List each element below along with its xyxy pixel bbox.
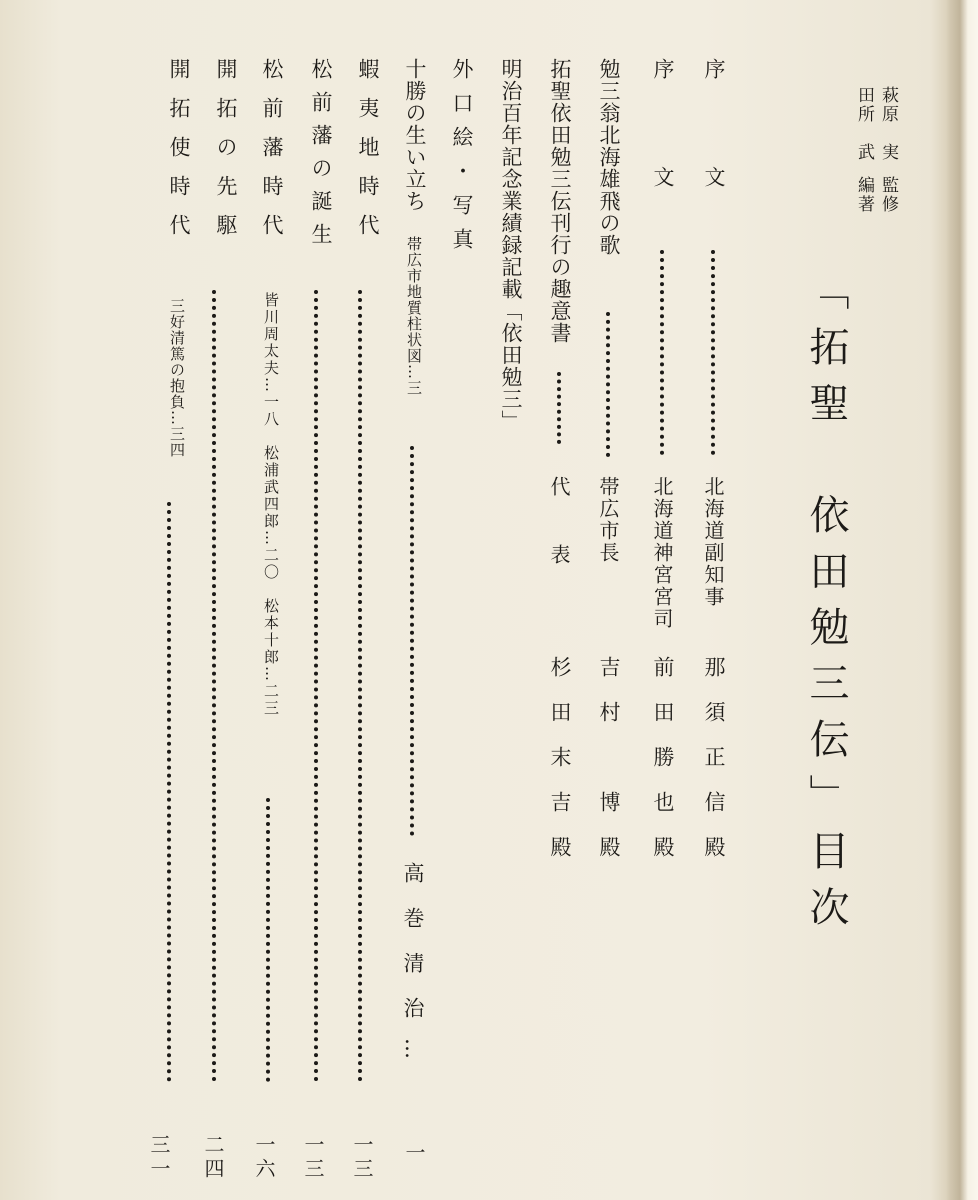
toc-entry-role: 代 表 (547, 476, 571, 578)
toc-entry-title: 勉三翁北海雄飛の歌 (597, 58, 621, 256)
toc-entry-title: 拓聖依田勉三伝刊行の趣意書 (548, 58, 572, 344)
toc-entry-subitems: 皆川周太夫…一八 松浦武四郎…二〇 松本十郎…二三 (262, 292, 280, 717)
leader-dots (358, 290, 366, 1082)
toc-entry-role: 北海道副知事 (701, 476, 725, 608)
leader-dots (660, 250, 668, 455)
leader-dots (212, 290, 220, 1082)
toc-entry-person: 杉田末吉殿 (548, 656, 572, 881)
book-gutter (946, 0, 978, 1200)
author-role: 編著 (854, 176, 874, 214)
leader-dots (266, 798, 274, 1082)
toc-entry-title: 開拓使時代 (167, 58, 191, 253)
toc-entry-title: 松前藩時代 (260, 58, 284, 253)
leader-dots (314, 290, 322, 1082)
toc-entry-subitems: 三好清篤の抱負…三四 (168, 298, 186, 458)
toc-entry-page: 一三 (301, 1134, 325, 1182)
toc-entry-title: 蝦夷地時代 (356, 58, 380, 253)
toc-entry-page: 三一 (147, 1134, 171, 1182)
leader-dots (557, 372, 565, 444)
toc-entry-page: 一 (402, 1142, 426, 1166)
leader-dots (711, 250, 719, 455)
toc-title: 「拓聖 依田勉三伝」目次 (803, 270, 849, 942)
toc-entry-title: 序 文 (651, 58, 675, 193)
supervisor-name: 萩原 実 (878, 86, 898, 162)
toc-entry-person: 那須正信殿 (702, 656, 726, 881)
leader-dots (606, 312, 614, 457)
toc-entry-person: 高巻清治 (401, 862, 425, 1042)
toc-entry-title: 十勝の生い立ち (403, 58, 427, 212)
toc-entry-role: 帯広市長 (596, 476, 620, 564)
toc-entry-person: 前田勝也殿 (651, 656, 675, 881)
toc-entry-title: 明治百年記念業績録記載「依田勉三」 (499, 58, 523, 432)
toc-entry-title: 開拓の先駆 (214, 58, 238, 253)
toc-entry-page: 二四 (201, 1134, 225, 1182)
supervisor-role: 監修 (878, 176, 898, 214)
toc-entry-page: 一三 (350, 1134, 374, 1182)
toc-entry-title: 序 文 (702, 58, 726, 193)
entry-trailing-dots: … (401, 1038, 425, 1059)
toc-entry-person: 吉村 博殿 (597, 656, 621, 881)
toc-entry-title: 松前藩の誕生 (309, 58, 333, 256)
toc-entry-page: 一六 (252, 1134, 276, 1182)
toc-entry-title: 外口絵・写真 (450, 58, 474, 262)
leader-dots (167, 502, 175, 1082)
toc-entry-subitems: 帯広市地質柱状図…三 (405, 236, 423, 396)
leader-dots (410, 446, 418, 836)
toc-entry-role: 北海道神宮宮司 (650, 476, 674, 630)
author-name: 田所 武 (854, 86, 874, 162)
